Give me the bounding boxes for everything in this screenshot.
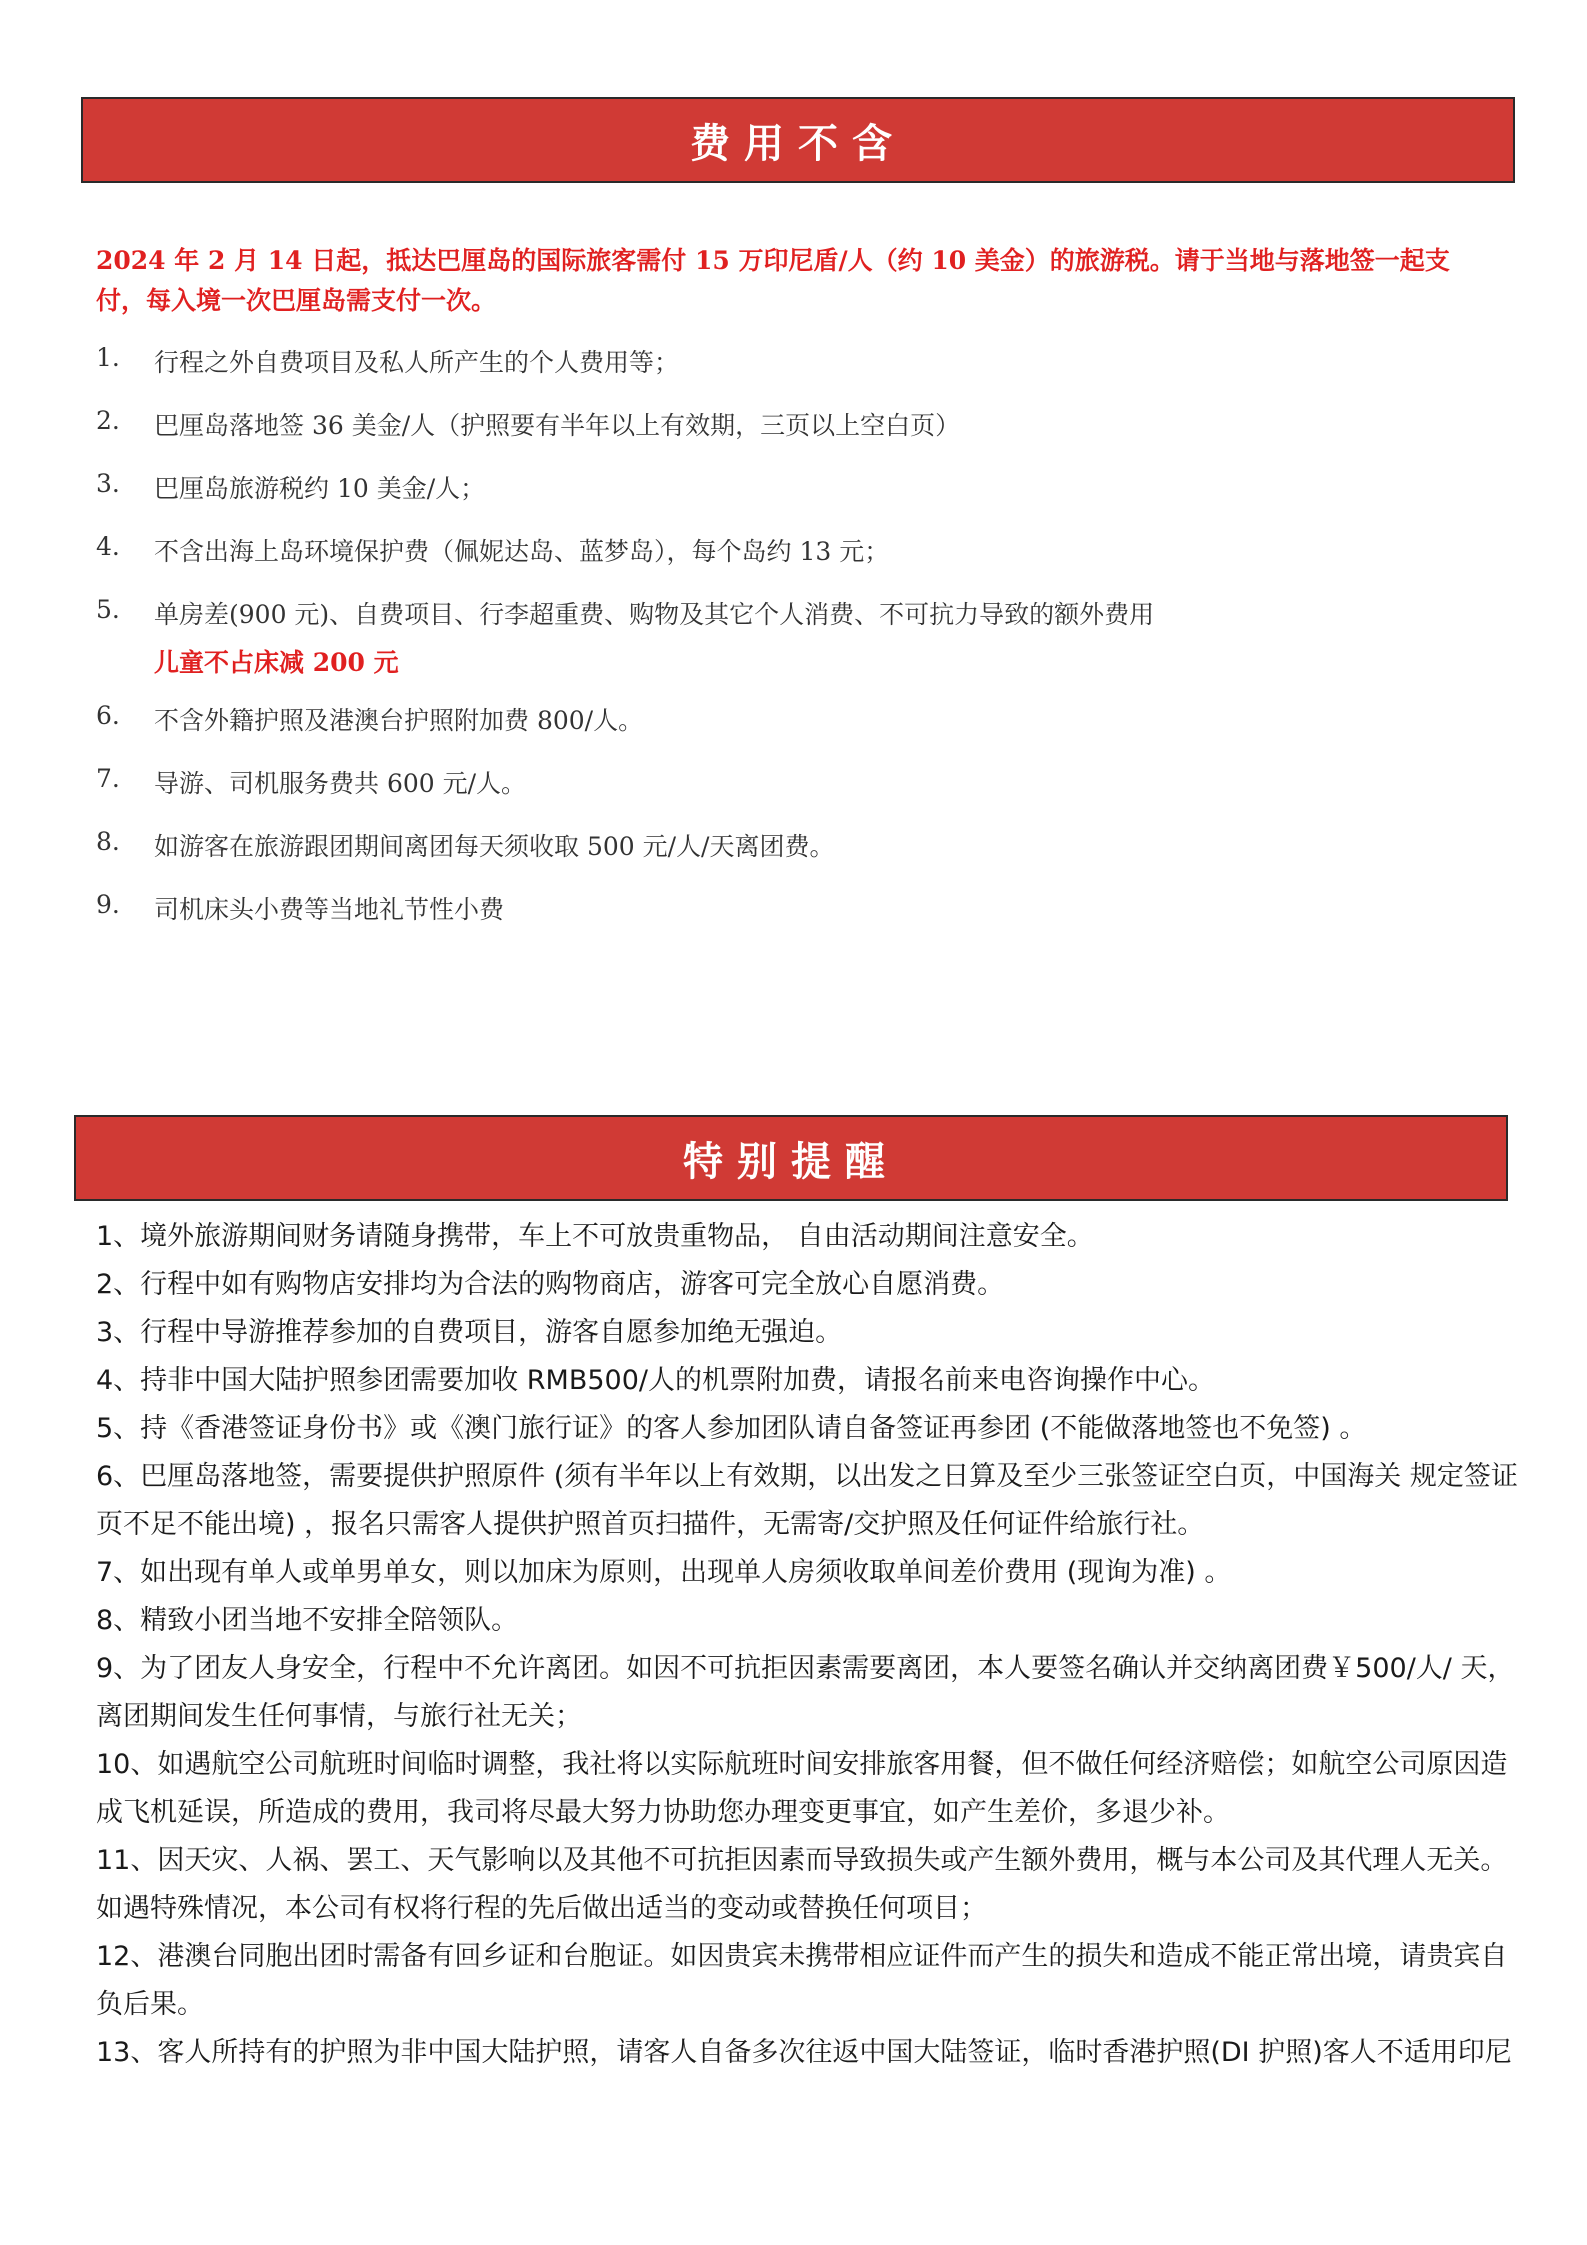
list-item: 9、为了团友人身安全，行程中不允许离团。如因不可抗拒因素需要离团，本人要签名确认并交纳离团费￥500/人/ 天，离团期间发生任何事情，与旅行社无关； bbox=[96, 1653, 1515, 1732]
item-number: 1. bbox=[96, 343, 120, 372]
item-text: 不含出海上岛环境保护费（佩妮达岛、蓝梦岛），每个岛约 13 元； bbox=[154, 537, 890, 566]
section-banner-special-reminders bbox=[74, 1115, 1508, 1201]
item-text: 巴厘岛落地签 36 美金/人（护照要有半年以上有效期，三页以上空白页） bbox=[154, 411, 961, 440]
section-title: 费用不含 bbox=[690, 120, 906, 167]
list-item: 1、境外旅游期间财务请随身携带，车上不可放贵重物品， 自由活动期间注意安全。 bbox=[96, 1221, 1094, 1252]
item-text: 如游客在旅游跟团期间离团每天须收取 500 元/人/天离团费。 bbox=[154, 832, 835, 861]
child-discount-note: 儿童不占床减 200 元 bbox=[154, 648, 399, 677]
item-text: 行程之外自费项目及私人所产生的个人费用等； bbox=[154, 348, 680, 377]
item-number: 7. bbox=[96, 764, 120, 793]
item-text: 不含外籍护照及港澳台护照附加费 800/人。 bbox=[154, 706, 644, 735]
item-text: 单房差(900 元)、自费项目、行李超重费、购物及其它个人消费、不可抗力导致的额外费用 bbox=[154, 600, 1155, 629]
list-item: 4、持非中国大陆护照参团需要加收 RMB500/人的机票附加费，请报名前来电咨询操作中心。 bbox=[96, 1365, 1215, 1396]
list-item: 3、行程中导游推荐参加的自费项目，游客自愿参加绝无强迫。 bbox=[96, 1317, 843, 1348]
list-item: 2、行程中如有购物店安排均为合法的购物商店，游客可完全放心自愿消费。 bbox=[96, 1269, 1005, 1300]
special-reminders-list bbox=[96, 1213, 1524, 2077]
item-text: 司机床头小费等当地礼节性小费 bbox=[154, 895, 505, 924]
list-item: 11、因天灾、人祸、罢工、天气影响以及其他不可抗拒因素而导致损失或产生额外费用，概与本公司及其代理人无关。 如遇特殊情况，本公司有权将行程的先后做出适当的变动或替换任何项目； bbox=[96, 1845, 1508, 1924]
list-item: 8、精致小团当地不安排全陪领队。 bbox=[96, 1605, 519, 1636]
item-number: 2. bbox=[96, 406, 120, 435]
item-number: 4. bbox=[96, 532, 120, 561]
item-number: 9. bbox=[96, 890, 120, 919]
item-number: 6. bbox=[96, 701, 120, 730]
item-text: 巴厘岛旅游税约 10 美金/人； bbox=[154, 474, 486, 503]
section-title: 特别提醒 bbox=[683, 1138, 899, 1185]
list-item: 7、如出现有单人或单男单女，则以加床为原则，出现单人房须收取单间差价费用 (现询为准) 。 bbox=[96, 1557, 1232, 1588]
item-number: 5. bbox=[96, 595, 120, 624]
list-item: 12、港澳台同胞出团时需备有回乡证和台胞证。如因贵宾未携带相应证件而产生的损失和造成不能正常出境，请贵宾自负后果。 bbox=[96, 1941, 1508, 2020]
list-item: 13、客人所持有的护照为非中国大陆护照，请客人自备多次往返中国大陆签证，临时香港护照(DI 护照)客人不适用印尼 bbox=[96, 2037, 1512, 2068]
item-number: 8. bbox=[96, 827, 120, 856]
list-item: 6、巴厘岛落地签，需要提供护照原件 (须有半年以上有效期，以出发之日算及至少三张签证空白页，中国海关 规定签证页不足不能出境) ，报名只需客人提供护照首页扫描件，无需寄/交护照及任何证件给旅行社。 bbox=[96, 1461, 1518, 1540]
tourist-tax-notice: 2024 年 2 月 14 日起，抵达巴厘岛的国际旅客需付 15 万印尼盾/人（约 10 美金）的旅游税。请于当地与落地签一起支付，每入境一次巴厘岛需支付一次。 bbox=[96, 246, 1450, 315]
section-banner-fees-excluded bbox=[81, 97, 1515, 183]
item-text: 导游、司机服务费共 600 元/人。 bbox=[154, 769, 527, 798]
list-item: 5、持《香港签证身份书》或《澳门旅行证》的客人参加团队请自备签证再参团 (不能做落地签也不免签) 。 bbox=[96, 1413, 1367, 1444]
list-item: 10、如遇航空公司航班时间临时调整，我社将以实际航班时间安排旅客用餐，但不做任何经济赔偿；如航空公司原因造成飞机延误，所造成的费用，我司将尽最大努力协助您办理变更事宜，如产生差价，多退少补。 bbox=[96, 1749, 1508, 1828]
item-number: 3. bbox=[96, 469, 120, 498]
